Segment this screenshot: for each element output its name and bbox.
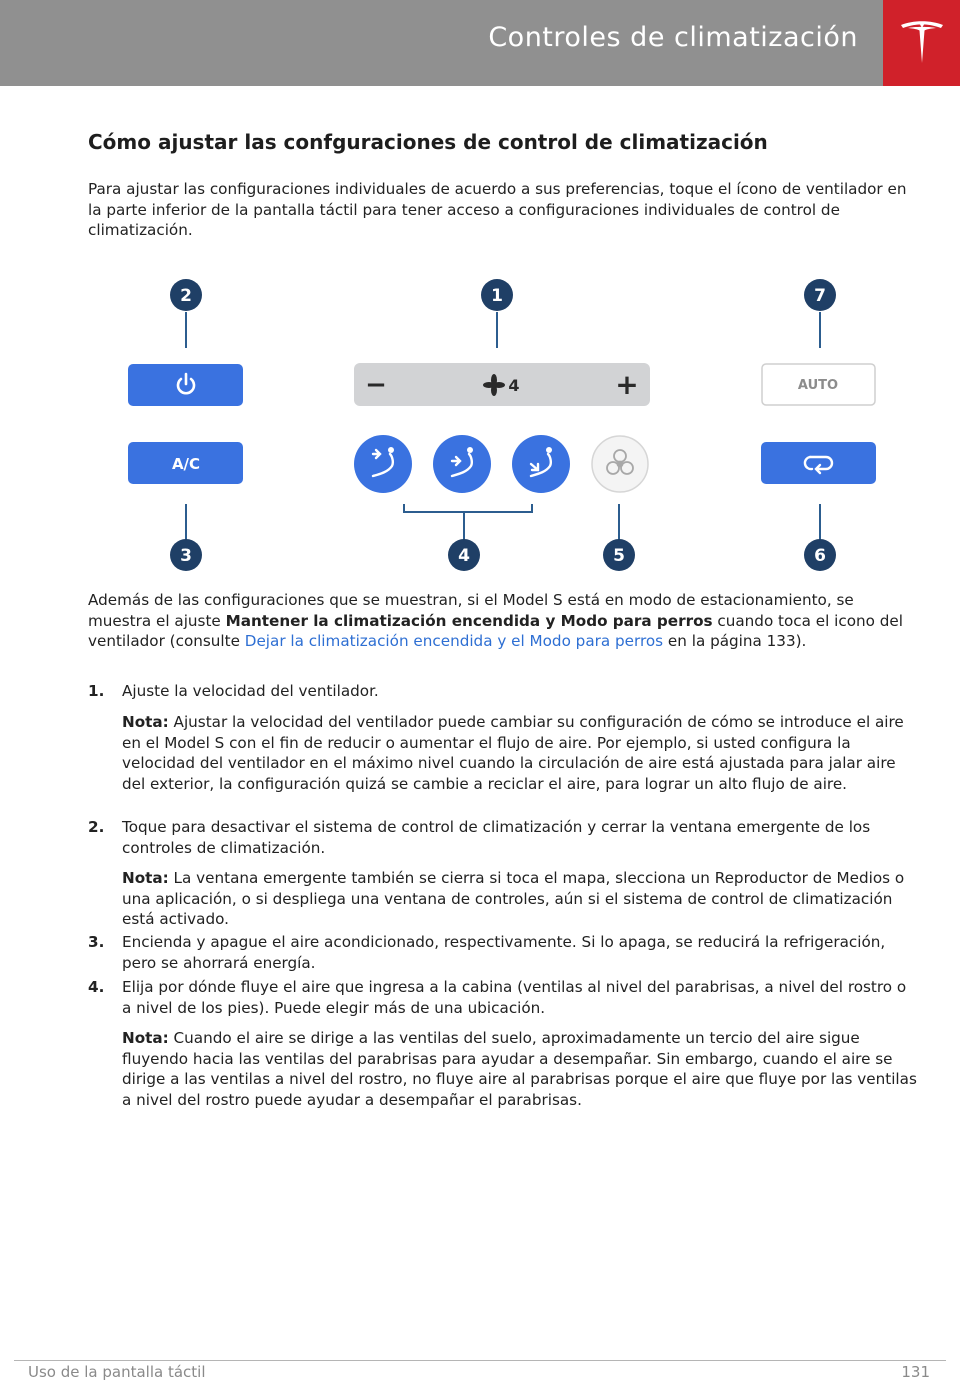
svg-text:AUTO: AUTO xyxy=(797,378,839,393)
callout-7 xyxy=(804,279,836,311)
svg-text:6: 6 xyxy=(814,546,826,566)
fan-speed-bar[interactable] xyxy=(354,363,650,406)
svg-text:2: 2 xyxy=(180,286,192,306)
ac-button[interactable] xyxy=(128,442,243,484)
note: Nota: La ventana emergente también se cierra si toca el mapa, slecciona un Reproductor de Medios o una aplicación, o si despliega una ventana de controles, aún si el sistema de control de climatización está activado. xyxy=(122,869,905,928)
intro-paragraph: Para ajustar las configuraciones individuales de acuerdo a sus preferencias, toque el ícono de ventilador en la parte inferior de la pantalla táctil para tener acceso a configuraciones individuales de control de climatización. xyxy=(88,180,907,239)
callout-4 xyxy=(448,539,480,571)
settings-paragraph: Además de las configuraciones que se muestran, si el Model S está en modo de estacionamiento, se muestra el ajuste Mantener la climatización encendida y Modo para perros cuando toca el icono del ventilador (consulte Dejar la climatización encendida y el Modo para perros en la página 133). xyxy=(88,591,903,650)
tesla-logo-icon xyxy=(899,19,945,67)
svg-text:5: 5 xyxy=(613,546,625,566)
header-title: Controles de climatización xyxy=(488,22,858,53)
fan-decrease-button: − xyxy=(365,370,387,400)
callout-3 xyxy=(170,539,202,571)
airflow-face-button[interactable] xyxy=(433,435,491,493)
recirculate-button[interactable] xyxy=(761,442,876,484)
climate-controls-diagram xyxy=(0,268,960,578)
airflow-windshield-button[interactable] xyxy=(354,435,412,493)
svg-text:4: 4 xyxy=(458,546,470,566)
section-title: Cómo ajustar las confguraciones de control de climatización xyxy=(88,130,768,154)
note: Nota: Ajustar la velocidad del ventilador puede cambiar su configuración de cómo se introduce el aire en el Model S con el fin de reducir o aumentar el flujo de aire. Por ejemplo, si usted configura la velocidad del ventilador en el máximo nivel cuando la circulación de aire está ajustada para jalar aire del exterior, la configuración quizá se cambie a reciclar el aire, para lograr un alto flujo de aire. xyxy=(122,713,904,793)
footer-divider xyxy=(14,1360,946,1361)
svg-text:7: 7 xyxy=(814,286,826,306)
bioweapon-defense-button[interactable] xyxy=(592,436,648,492)
power-button[interactable] xyxy=(128,364,243,406)
callout-1 xyxy=(481,279,513,311)
callout-2 xyxy=(170,279,202,311)
callout-5 xyxy=(603,539,635,571)
svg-text:3: 3 xyxy=(180,546,192,566)
tesla-logo xyxy=(883,0,960,86)
auto-button[interactable] xyxy=(762,364,875,405)
svg-text:1: 1 xyxy=(491,286,503,306)
callout-6 xyxy=(804,539,836,571)
fan-speed-value: 4 xyxy=(508,376,520,395)
note: Nota: Cuando el aire se dirige a las ventilas del suelo, aproximadamente un tercio del aire sigue fluyendo hacia las ventilas del parabrisas para ayudar a desempañar. Sin embargo, cuando el aire se dirige a las ventilas a nivel del rostro, no fluye aire al parabrisas porque el aire que fluye por las ventilas a nivel del rostro puede ayudar a desempañar el parabrisas. xyxy=(122,1029,917,1109)
page-number: 131 xyxy=(901,1363,930,1381)
page-header xyxy=(0,0,960,86)
fan-increase-button: + xyxy=(615,368,639,401)
svg-text:A/C: A/C xyxy=(171,455,201,473)
airflow-feet-button[interactable] xyxy=(512,435,570,493)
footer-section: Uso de la pantalla táctil xyxy=(28,1363,206,1381)
dog-mode-link[interactable]: Dejar la climatización encendida y el Modo para perros xyxy=(244,632,664,650)
